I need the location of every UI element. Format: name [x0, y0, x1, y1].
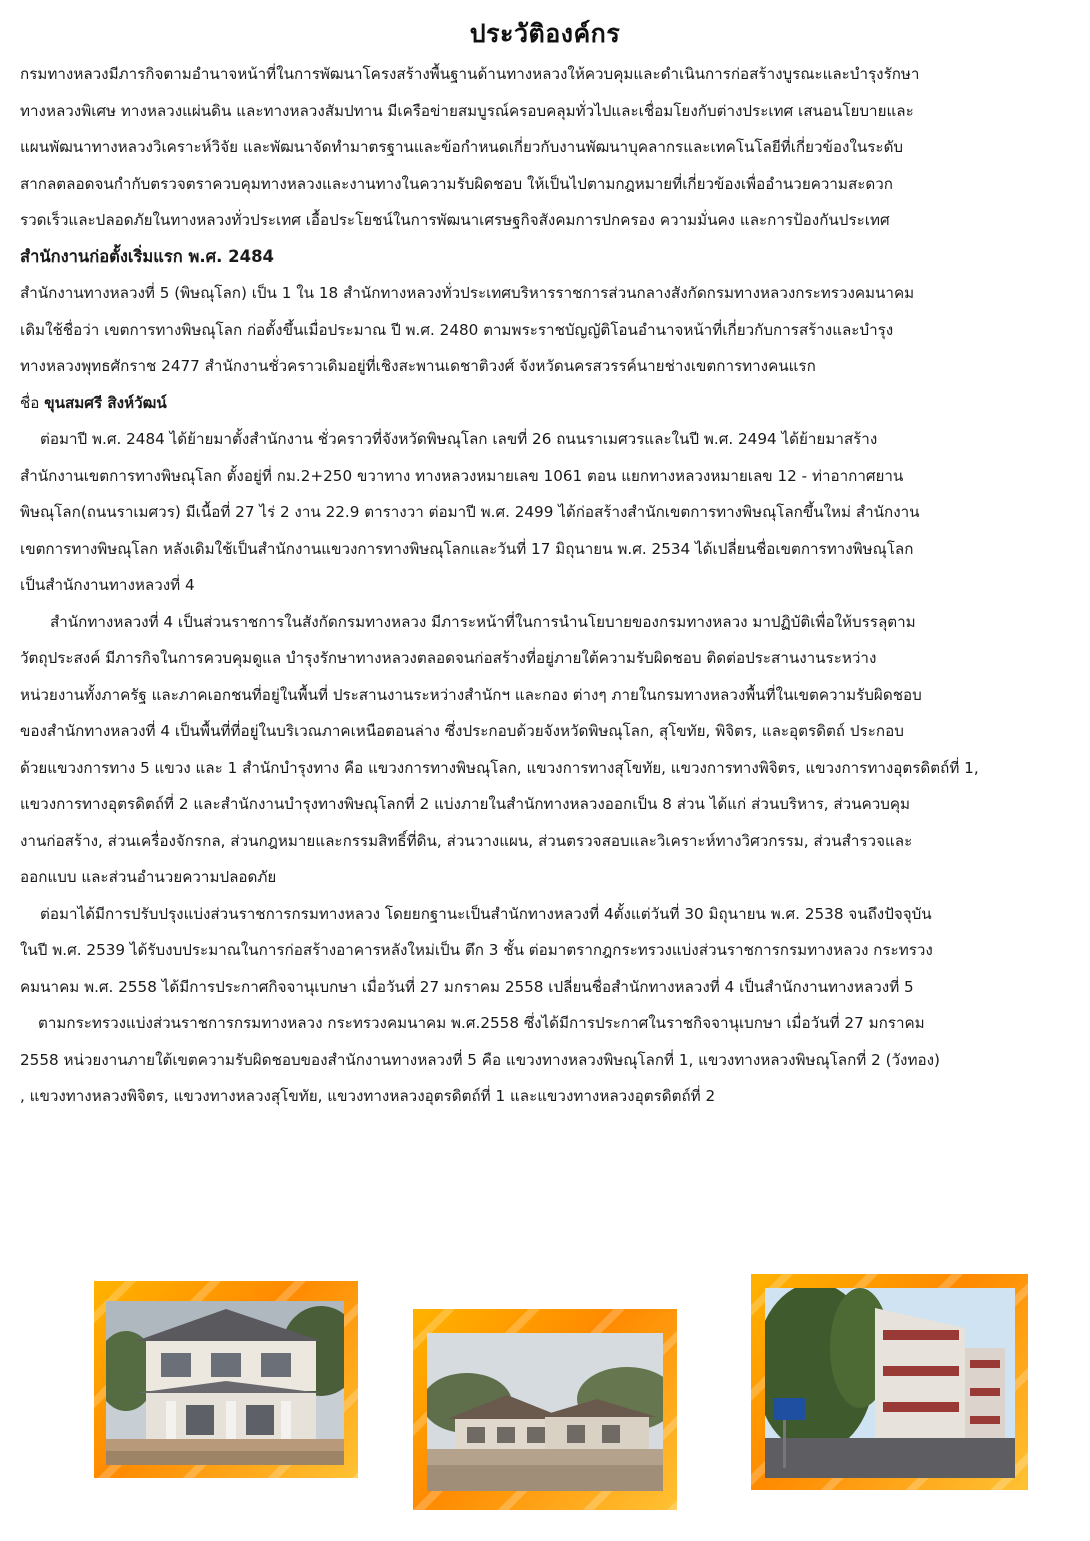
paragraph-line: แผนพัฒนาทางหลวงวิเคราะห์วิจัย และพัฒนาจัดทำมาตรฐานและข้อกำหนดเกี่ยวกับงานพัฒนาบุคลากรและเทคโนโลยีที่เกี่ยวข้องในระดับ: [20, 138, 904, 156]
paragraph-line: ต่อมาปี พ.ศ. 2484 ได้ย้ายมาตั้งสำนักงาน ชั่วคราวที่จังหวัดพิษณุโลก เลขที่ 26 ถนนราเมศวรและในปี พ.ศ. 2494 ได้ย้ายมาสร้าง: [40, 430, 878, 448]
paragraph-line: คมนาคม พ.ศ. 2558 ได้มีการประกาศกิจจานุเบกษา เมื่อวันที่ 27 มกราคม 2558 เปลี่ยนชื่อสำนักทางหลวงที่ 4 เป็นสำนักงานทางหลวงที่ 5: [20, 977, 914, 996]
paragraph-line: แขวงการทางอุตรดิตถ์ที่ 2 และสำนักงานบำรุงทางพิษณุโลกที่ 2 แบ่งภายในสำนักทางหลวงออกเป็น 8 ส่วน ได้แก่ ส่วนบริหาร, ส่วนควบคุม: [20, 795, 911, 813]
paragraph-line: เป็นสำนักงานทางหลวงที่ 4: [20, 576, 195, 594]
name-prefix: ชื่อ: [20, 393, 40, 412]
paragraph-line: สำนักทางหลวงที่ 4 เป็นส่วนราชการในสังกัดกรมทางหลวง มีภาระหน้าที่ในการนำนโยบายของกรมทางหลวง มาปฏิบัติเพื่อให้บรรลุตาม: [50, 612, 916, 631]
photo-frame-old-office: [94, 1281, 358, 1478]
old-office-photo: [106, 1301, 344, 1465]
paragraph-line: ทางหลวงพุทธศักราช 2477 สำนักงานชั่วคราวเดิมอยู่ที่เชิงสะพานเดชาติวงศ์ จังหวัดนครสวรรค์นายช่างเขตการทางคนแรก: [20, 357, 816, 375]
paragraph-line: สำนักงานเขตการทางพิษณุโลก ตั้งอยู่ที่ กม.2+250 ขวาทาง ทางหลวงหมายเลข 1061 ตอน แยกทางหลวงหมายเลข 12 - ท่าอากาศยาน: [20, 466, 904, 485]
paragraph-line: กรมทางหลวงมีภารกิจตามอำนาจหน้าที่ในการพัฒนาโครงสร้างพื้นฐานด้านทางหลวงให้ควบคุมและดำเนินการก่อสร้างบูรณะและบำรุงรักษา: [20, 65, 920, 83]
paragraph-line: ออกแบบ และส่วนอำนวยความปลอดภัย: [20, 868, 277, 886]
paragraph-line: ของสำนักทางหลวงที่ 4 เป็นพื้นที่ที่อยู่ในบริเวณภาคเหนือตอนล่าง ซึ่งประกอบด้วยจังหวัดพิษณุโลก, สุโขทัย, พิจิตร, และอุตรดิตถ์ ประกอบ: [20, 722, 904, 740]
page-title: ประวัติองค์กร: [469, 19, 621, 48]
paragraph-line: เขตการทางพิษณุโลก หลังเดิมใช้เป็นสำนักงานแขวงการทางพิษณุโลกและวันที่ 17 มิถุนายน พ.ศ. 2534 ได้เปลี่ยนชื่อเขตการทางพิษณุโลก: [20, 539, 914, 558]
paragraph-line: , แขวงทางหลวงพิจิตร, แขวงทางหลวงสุโขทัย, แขวงทางหลวงอุตรดิตถ์ที่ 1 และแขวงทางหลวงอุตรดิตถ์ที่ 2: [20, 1087, 716, 1105]
paragraph-line: 2558 หน่วยงานภายใต้เขตความรับผิดชอบของสำนักงานทางหลวงที่ 5 คือ แขวงทางหลวงพิษณุโลกที่ 1, แขวงทางหลวงพิษณุโลกที่ 2 (วังทอง): [20, 1050, 940, 1069]
photo-frame-second-office: [413, 1309, 677, 1510]
paragraph-line: สากลตลอดจนกำกับตรวจตราควบคุมทางหลวงและงานทางในความรับผิดชอบ ให้เป็นไปตามกฎหมายที่เกี่ยวข้องเพื่ออำนวยความสะดวก: [20, 174, 893, 193]
paragraph-line: รวดเร็วและปลอดภัยในทางหลวงทั่วประเทศ เอื้อประโยชน์ในการพัฒนาเศรษฐกิจสังคมการปกครอง ความมั่นคง และการป้องกันประเทศ: [20, 211, 890, 229]
paragraph-line: สำนักงานทางหลวงที่ 5 (พิษณุโลก) เป็น 1 ใน 18 สำนักทางหลวงทั่วประเทศบริหารราชการส่วนกลางสังกัดกรมทางหลวงกระทรวงคมนาคม: [20, 284, 915, 302]
photo-frame-current-office: [751, 1274, 1028, 1490]
section-heading: สำนักงานก่อตั้งเริ่มแรก พ.ศ. 2484: [20, 246, 275, 266]
paragraph-line: วัตถุประสงค์ มีภารกิจในการควบคุมดูแล บำรุงรักษาทางหลวงตลอดจนก่อสร้างที่อยู่ภายใต้ความรับผิดชอบ ติดต่อประสานงานระหว่าง: [20, 649, 877, 667]
document-body: [20, 56, 1072, 1115]
paragraph-line: พิษณุโลก(ถนนราเมศวร) มีเนื้อที่ 27 ไร่ 2 งาน 22.9 ตารางวา ต่อมาปี พ.ศ. 2499 ได้ก่อสร้างสำนักเขตการทางพิษณุโลกขึ้นใหม่ สำนักงาน: [20, 503, 920, 521]
founder-name-line: [20, 385, 1072, 422]
paragraph-line: งานก่อสร้าง, ส่วนเครื่องจักรกล, ส่วนกฎหมายและกรรมสิทธิ์ที่ดิน, ส่วนวางแผน, ส่วนตรวจสอบและวิเคราะห์ทางวิศวกรรม, ส่วนสำรวจและ: [20, 831, 913, 850]
founder-name: ขุนสมศรี สิงห์วัฒน์: [44, 393, 167, 412]
second-office-photo: [427, 1333, 663, 1491]
paragraph-line: ตามกระทรวงแบ่งส่วนราชการกรมทางหลวง กระทรวงคมนาคม พ.ศ.2558 ซึ่งได้มีการประกาศในราชกิจจานุเบกษา เมื่อวันที่ 27 มกราคม: [38, 1014, 925, 1032]
paragraph-line: หน่วยงานทั้งภาครัฐ และภาคเอกชนที่อยู่ในพื้นที่ ประสานงานระหว่างสำนักฯ และกอง ต่างๆ ภายในกรมทางหลวงพื้นที่ในเขตความรับผิดชอบ: [20, 685, 922, 704]
current-office-photo: [765, 1288, 1015, 1478]
paragraph-line: ทางหลวงพิเศษ ทางหลวงแผ่นดิน และทางหลวงสัมปทาน มีเครือข่ายสมบูรณ์ครอบคลุมทั่วไปและเชื่อมโยงกับต่างประเทศ เสนอนโยบายและ: [20, 101, 914, 120]
paragraph-line: ต่อมาได้มีการปรับปรุงแบ่งส่วนราชการกรมทางหลวง โดยยกฐานะเป็นสำนักทางหลวงที่ 4ตั้งแต่วันที่ 30 มิถุนายน พ.ศ. 2538 จนถึงปัจจุบัน: [40, 904, 932, 923]
paragraph-line: ในปี พ.ศ. 2539 ได้รับงบประมาณในการก่อสร้างอาคารหลังใหม่เป็น ตึก 3 ชั้น ต่อมาตรากฎกระทรวงแบ่งส่วนราชการกรมทางหลวง กระทรวง: [20, 941, 933, 959]
paragraph-line: ด้วยแขวงการทาง 5 แขวง และ 1 สำนักบำรุงทาง คือ แขวงการทางพิษณุโลก, แขวงการทางสุโขทัย, แขวงการทางพิจิตร, แขวงการทางอุตรดิตถ์ที่ 1,: [20, 758, 979, 777]
paragraph-line: เดิมใช้ชื่อว่า เขตการทางพิษณุโลก ก่อตั้งขึ้นเมื่อประมาณ ปี พ.ศ. 2480 ตามพระราชบัญญัติโอนอำนาจหน้าที่เกี่ยวกับการสร้างและบำรุง: [20, 320, 894, 339]
